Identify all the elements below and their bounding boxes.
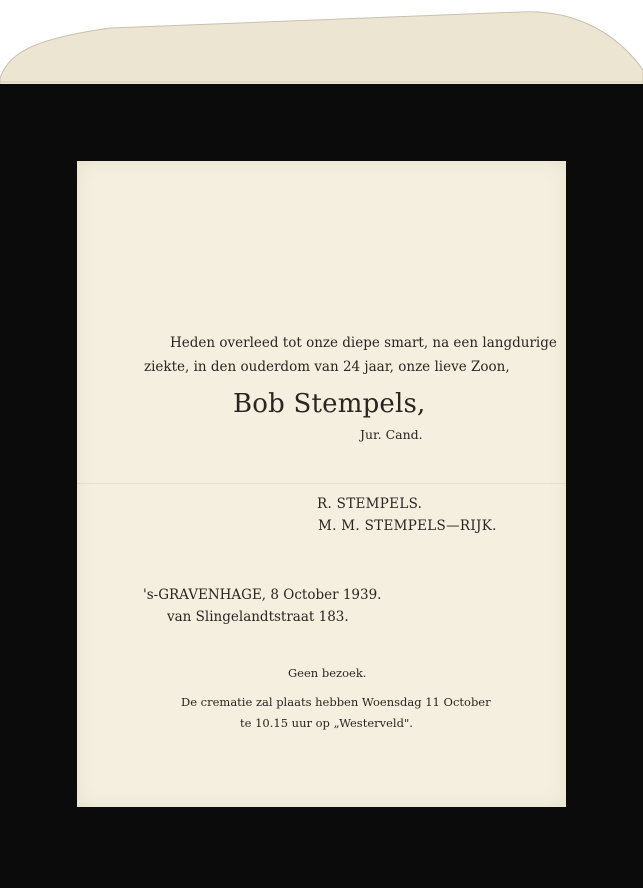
place-and-date: 's-GRAVENHAGE, 8 October 1939.: [143, 587, 382, 603]
parent-name-1: R. STEMPELS.: [317, 496, 423, 512]
envelope-flap: [0, 0, 643, 90]
intro-line-2: ziekte, in den ouderdom van 24 jaar, onze lieve Zoon,: [144, 359, 510, 375]
deceased-name: Bob Stempels,: [233, 389, 426, 419]
cremation-line-2: te 10.15 uur op „Westerveld".: [240, 716, 413, 730]
intro-line-1: Heden overleed tot onze diepe smart, na een langdurige: [170, 335, 557, 351]
cremation-line-1: De crematie zal plaats hebben Woensdag 11 October: [181, 695, 491, 709]
parent-name-2: M. M. STEMPELS—RIJK.: [318, 518, 497, 534]
deceased-title: Jur. Cand.: [360, 427, 423, 442]
death-announcement-card: [77, 161, 566, 807]
address: van Slingelandtstraat 183.: [167, 609, 349, 625]
no-visits-notice: Geen bezoek.: [288, 666, 367, 680]
